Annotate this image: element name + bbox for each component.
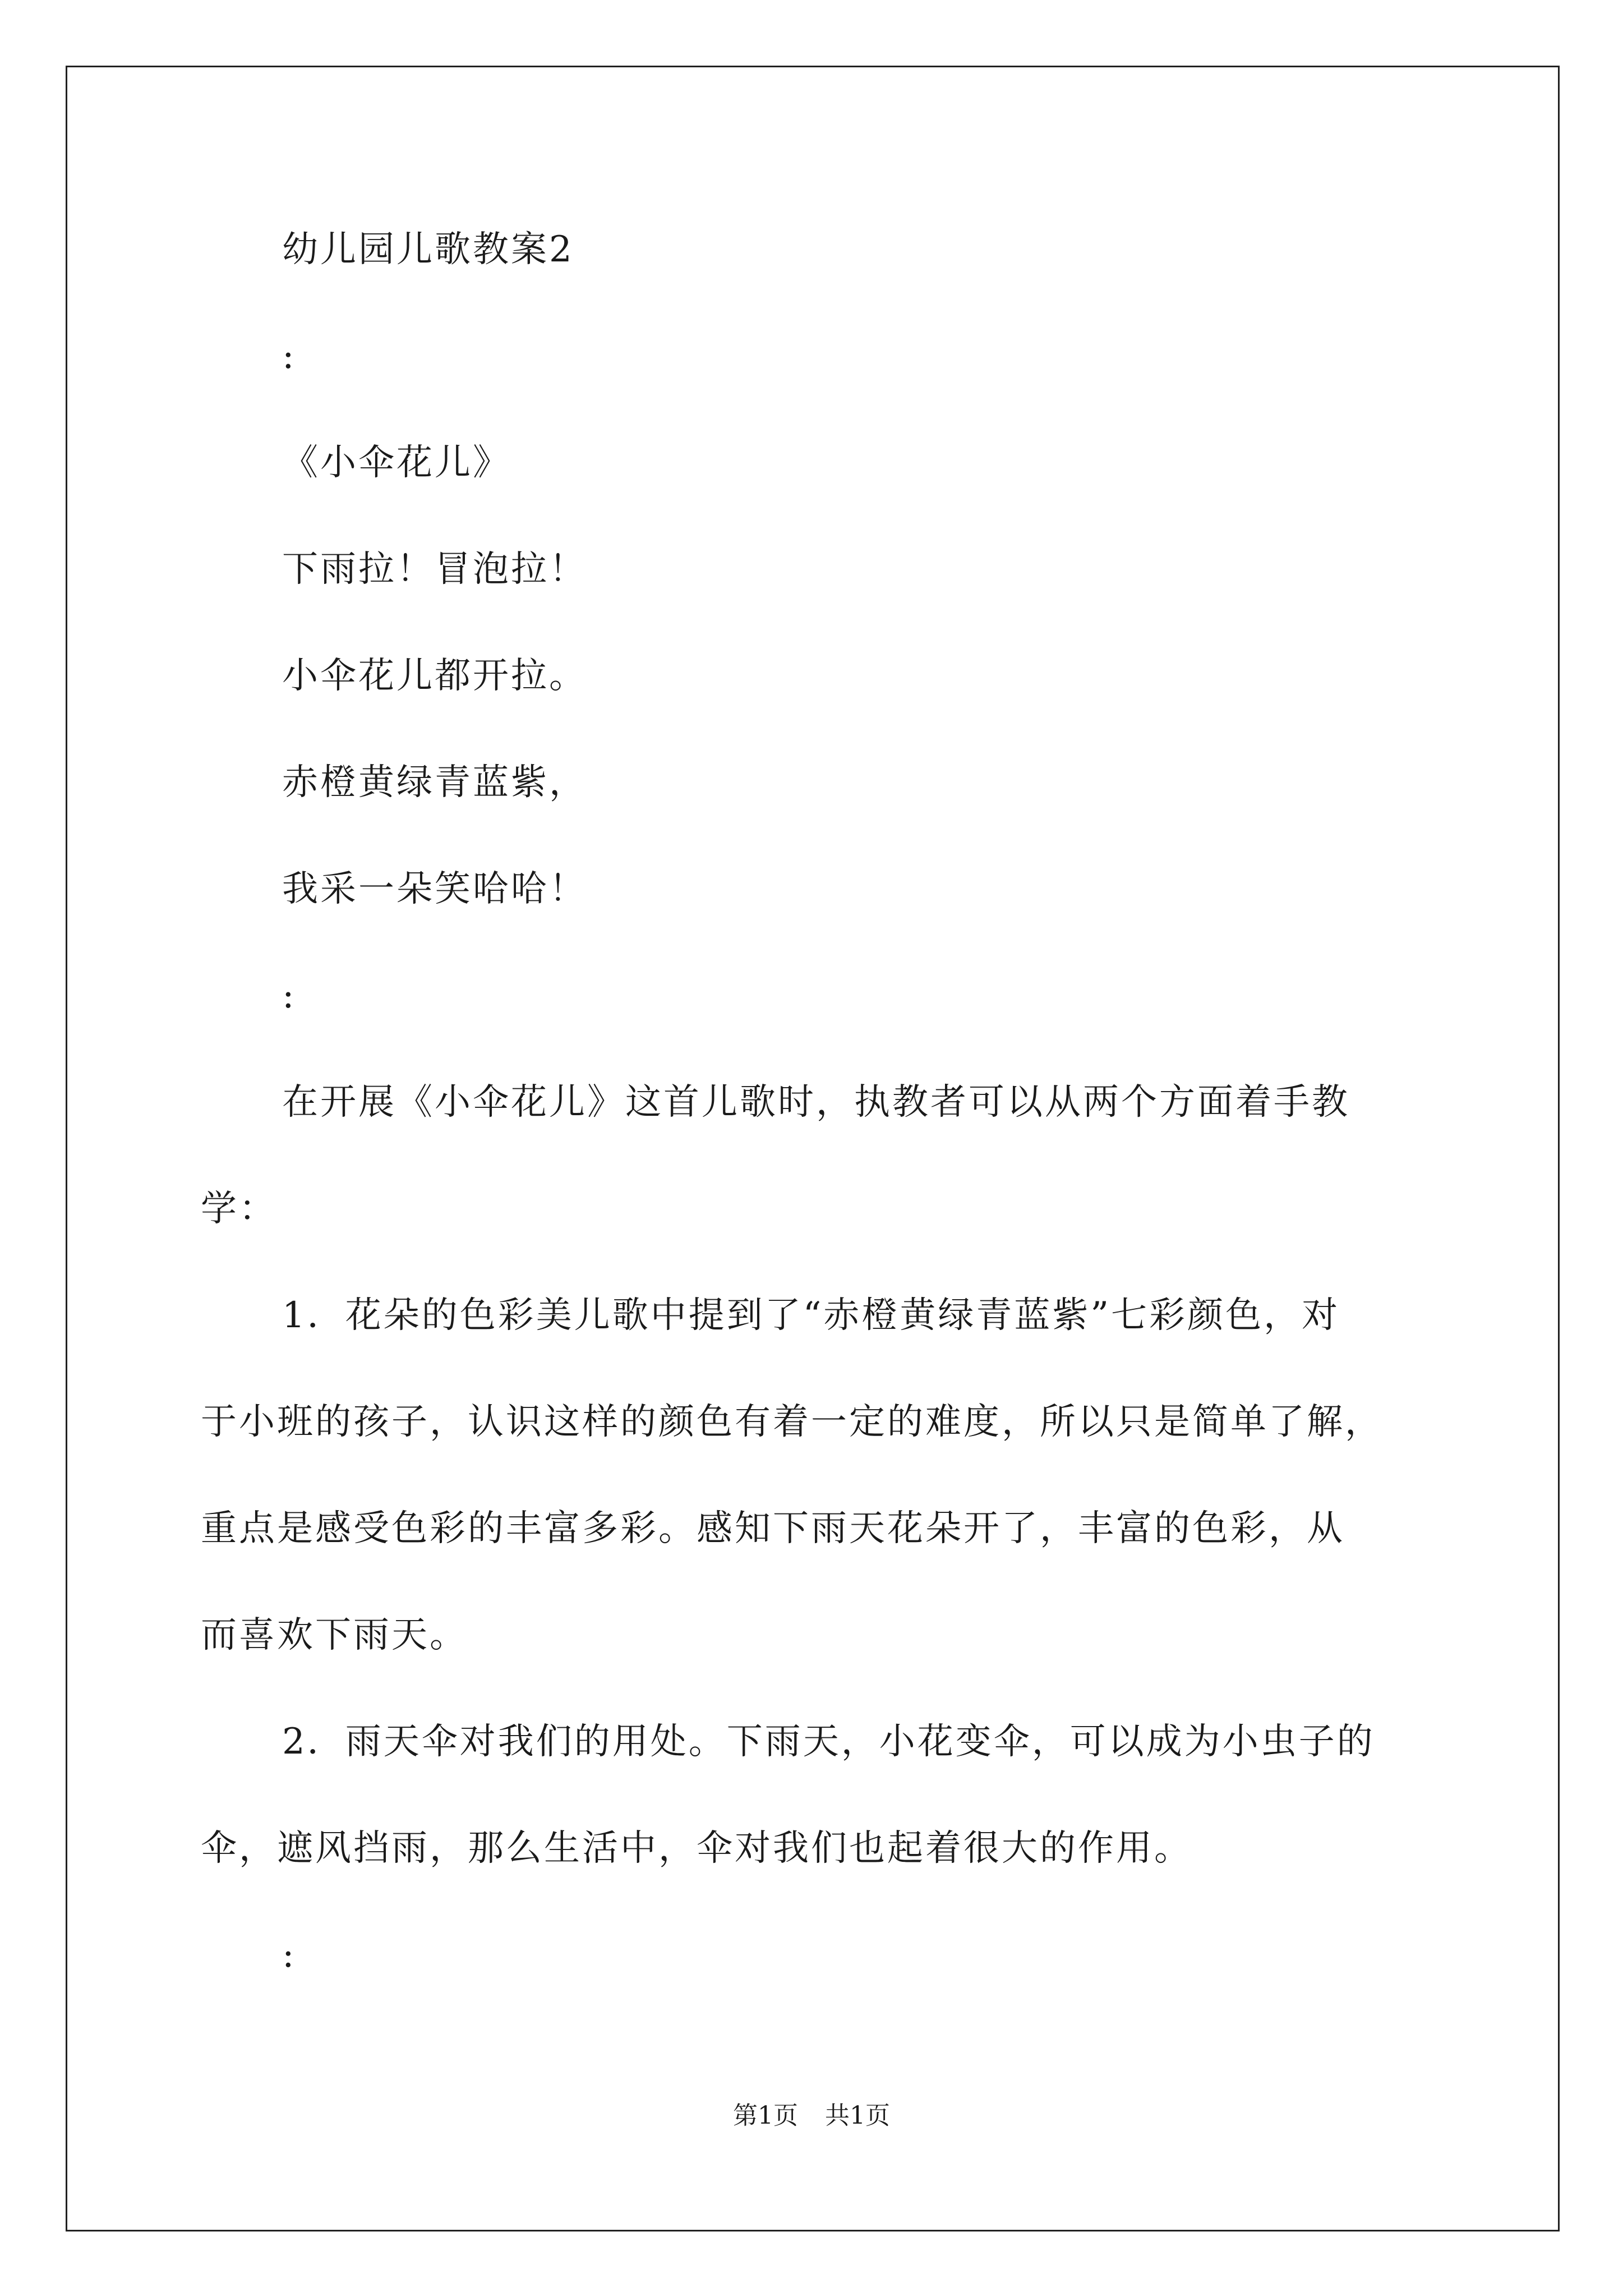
paragraph-line: 伞，遮风挡雨，那么生活中，伞对我们也起着很大的作用。 — [201, 1828, 1192, 1869]
paragraph-line: 在开展《小伞花儿》这首儿歌时，执教者可以从两个方面着手教 — [282, 1082, 1350, 1123]
song-line: 下雨拉！冒泡拉！ — [282, 549, 587, 590]
paragraph-line: 学： — [201, 1188, 277, 1230]
colon-marker: : — [282, 975, 297, 1016]
paragraph-line: 而喜欢下雨天。 — [201, 1614, 468, 1656]
paragraph-line: 1．花朵的色彩美儿歌中提到了“赤橙黄绿青蓝紫”七彩颜色，对 — [282, 1295, 1340, 1336]
paragraph-line: 2．雨天伞对我们的用处。下雨天，小花变伞，可以成为小虫子的 — [282, 1721, 1375, 1763]
song-line: 赤橙黄绿青蓝紫， — [282, 762, 587, 803]
song-line: 我采一朵笑哈哈！ — [282, 868, 587, 910]
document-title: 幼儿园儿歌教案2 — [282, 229, 574, 270]
paragraph-line: 重点是感受色彩的丰富多彩。感知下雨天花朵开了，丰富的色彩，从 — [201, 1508, 1345, 1549]
song-line: 小伞花儿都开拉。 — [282, 655, 587, 697]
page-border — [66, 66, 1560, 2231]
page-number-total: 共1页 — [825, 2101, 890, 2130]
page-number-current: 第1页 — [733, 2101, 798, 2130]
colon-marker: : — [282, 1934, 297, 1976]
page-footer — [0, 2099, 1623, 2133]
colon-marker: : — [282, 335, 297, 377]
song-title: 《小伞花儿》 — [282, 442, 511, 484]
paragraph-line: 于小班的孩子，认识这样的颜色有着一定的难度，所以只是简单了解， — [201, 1401, 1383, 1443]
